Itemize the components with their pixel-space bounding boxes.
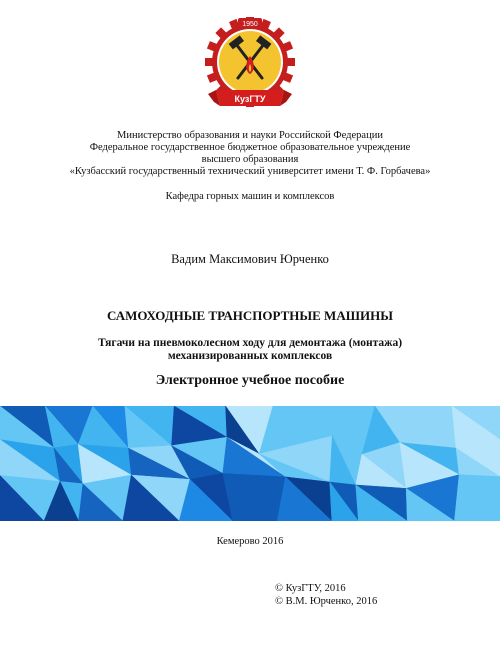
document-subtitle xyxy=(0,337,500,363)
university-name-line: «Кузбасский государственный технический университет имени Т. Ф. Горбачева» xyxy=(69,166,431,177)
copyright-author: © В.М. Юрченко, 2016 xyxy=(275,596,378,607)
organization-block xyxy=(0,130,500,178)
department: Кафедра горных машин и комплексов xyxy=(165,191,335,202)
copyright-university: © КузГТУ, 2016 xyxy=(275,583,346,594)
logo-year: 1950 xyxy=(242,21,258,28)
publication-type: Электронное учебное пособие xyxy=(155,373,345,388)
education-level-line: высшего образования xyxy=(201,154,299,165)
university-logo xyxy=(200,10,300,120)
logo-ribbon-text: КузГТУ xyxy=(234,94,266,104)
copyright-block xyxy=(275,582,377,608)
document-title: САМОХОДНЫЕ ТРАНСПОРТНЫЕ МАШИНЫ xyxy=(107,308,393,323)
ministry-line: Министерство образования и науки Российской Федерации xyxy=(117,130,383,141)
subtitle-line-1: Тягачи на пневмоколесном ходу для демонтажа (монтажа) xyxy=(97,337,403,349)
city-year: Кемерово 2016 xyxy=(216,536,284,547)
decorative-banner xyxy=(0,406,500,521)
institution-type-line: Федеральное государственное бюджетное образовательное учреждение xyxy=(89,142,411,153)
subtitle-line-2: механизированных комплексов xyxy=(167,350,333,362)
author: Вадим Максимович Юрченко xyxy=(171,252,329,266)
